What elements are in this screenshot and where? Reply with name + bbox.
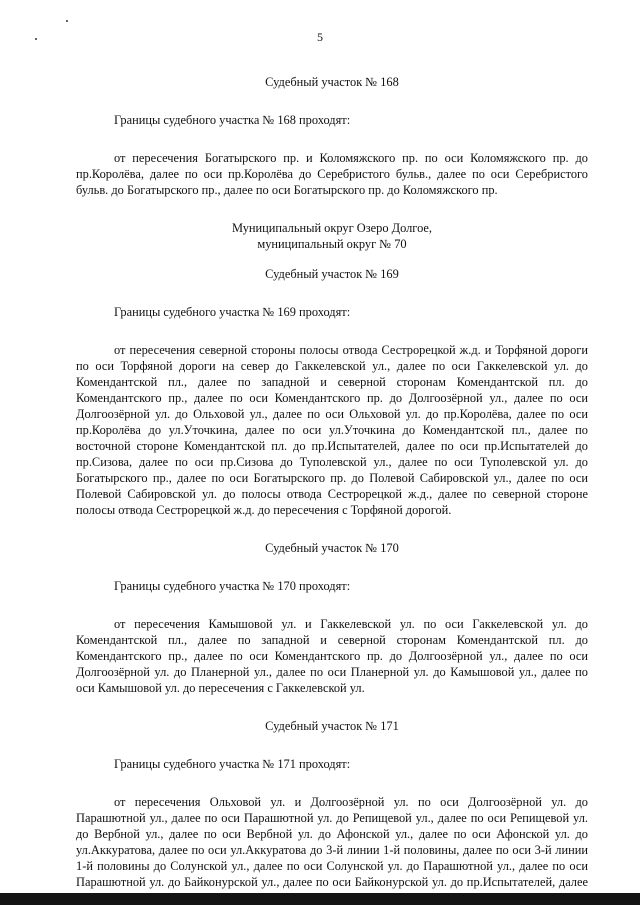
section-169-lead: Границы судебного участка № 169 проходят: xyxy=(114,305,351,319)
section-168-heading: Судебный участок № 168 xyxy=(265,75,399,89)
section-170-heading: Судебный участок № 170 xyxy=(265,541,399,555)
district-title-line2: муниципальный округ № 70 xyxy=(257,237,407,251)
section-170-lead: Границы судебного участка № 170 проходят: xyxy=(114,579,351,593)
section-169-heading: Судебный участок № 169 xyxy=(265,267,399,281)
page-number: 5 xyxy=(317,30,323,44)
document-body xyxy=(76,74,588,906)
section-169-body: от пересечения северной стороны полосы отвода Сестрорецкой ж.д. и Торфяной дороги по оси Торфяной дороги на север до Гаккелевской ул., далее по оси Гаккелевской ул. до Комендантской пл., далее по западной и северной сторонам Комендантской пл. до Комендантского пр., далее по оси Комендантского пр. до Долгоозёрной ул., далее по оси Долгоозёрной ул. до Ольховой ул., далее по оси Ольховой ул. до пр.Королёва, далее по оси пр.Королёва до ул.Уточкина, далее по оси ул.Уточкина до Комендантской пл., далее по восточной стороне Комендантской пл. до пр.Испытателей, далее по оси пр.Испытателей до пр.Сизова, далее по оси пр.Сизова до Туполевской ул., далее по оси Туполевской ул. до Богатырского пр., далее по оси Богатырского пр. до Полевой Сабировской ул., далее по оси Полевой Сабировской ул. до полосы отвода Сестрорецкой ж.д., далее по северной стороне полосы отвода Сестрорецкой ж.д. до пересечения с Торфяной дорогой. xyxy=(76,343,588,517)
section-168-lead: Границы судебного участка № 168 проходят: xyxy=(114,113,351,127)
section-170-body: от пересечения Камышовой ул. и Гаккелевской ул. по оси Гаккелевской ул. до Комендантской пл., далее по западной и северной сторонам Комендантской пл. до Комендантского пр., далее по оси Комендантского пр. до Долгоозёрной ул., далее по оси Долгоозёрной ул. до Планерной ул., далее по оси Планерной ул. до Камышовой ул., далее по оси Камышовой ул. до пересечения с Гаккелевской ул. xyxy=(76,617,588,695)
section-171-heading: Судебный участок № 171 xyxy=(265,719,399,733)
scan-speck xyxy=(66,20,68,22)
scan-bottom-edge xyxy=(0,893,640,905)
section-168-body: от пересечения Богатырского пр. и Коломяжского пр. по оси Коломяжского пр. до пр.Королёва, далее по оси пр.Королёва до Серебристого бульв., далее по оси Серебристого бульв. до Богатырского пр., далее по оси Богатырского пр. до Коломяжского пр. xyxy=(76,151,588,197)
section-171-lead: Границы судебного участка № 171 проходят: xyxy=(114,757,351,771)
section-171-body: от пересечения Ольховой ул. и Долгоозёрной ул. по оси Долгоозёрной ул. до Парашютной ул., далее по оси Парашютной ул. до Репищевой ул., далее по оси Репищевой ул. до Вербной ул., далее по оси Вербной ул. до Афонской ул., далее по оси Афонской ул. до ул.Аккуратова, далее по оси ул.Аккуратова до 3-й линии 1-й половины, далее по оси 3-й линии 1-й половины до Солунской ул., далее по оси Солунской ул. до Парашютной ул., далее по оси Парашютной ул. до Байконурской ул., далее по оси Байконурской ул. до пр.Испытателей, далее xyxy=(76,795,588,889)
district-title-line1: Муниципальный округ Озеро Долгое, xyxy=(231,221,433,235)
